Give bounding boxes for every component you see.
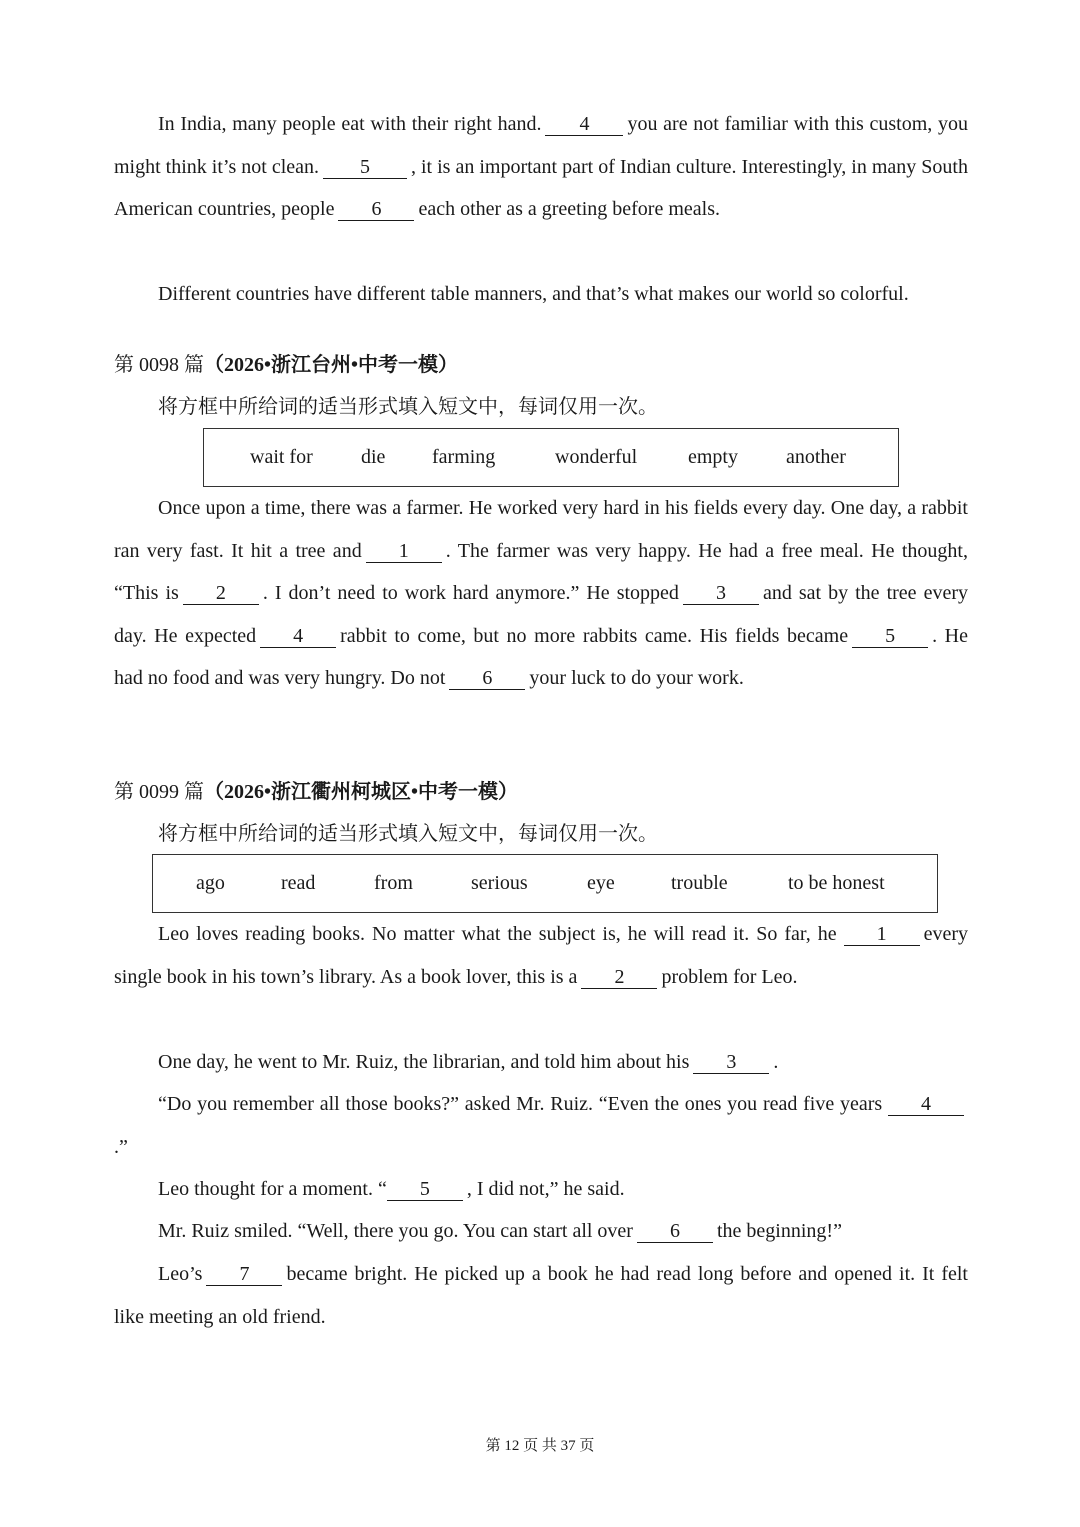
page-footer: 第 12 页 共 37 页 xyxy=(485,1438,595,1454)
word-bank-0098 xyxy=(203,428,899,487)
blank-3: 3 xyxy=(693,1051,769,1074)
word-option: to be honest xyxy=(788,872,885,894)
paragraph-farmer: Once upon a time, there was a farmer. He worked very hard in his fields every day. One day, a rabbit ran very fast. It hit a tree and 1 . The farmer was very happy. He had a free meal. He thought, “This is 2 . I don’t need to work hard anymore.” He stopped 3 and sat by the tree every day. He expected 4 rabbit to come, but no more rabbits came. His fields became 5 . He had no food and was very hungry. Do not 6 your luck to do your work. xyxy=(114,497,968,689)
word-option: empty xyxy=(688,446,738,468)
paragraph-leo-intro: Leo loves reading books. No matter what the subject is, he will read it. So far, he 1 every single book in his town’s library. As a book lover, this is a 2 problem for Leo. xyxy=(114,923,969,988)
paragraph-conclusion: Different countries have different table manners, and that’s what makes our world so colorful. xyxy=(158,283,909,305)
word-option: another xyxy=(786,446,846,468)
blank-4: 4 xyxy=(545,113,623,136)
blank-5: 5 xyxy=(387,1178,463,1201)
word-option: wonderful xyxy=(555,446,638,468)
paragraph-librarian: One day, he went to Mr. Ruiz, the librarian, and told him about his 3 . xyxy=(158,1051,779,1073)
paragraph-india: In India, many people eat with their right hand. 4 you are not familiar with this custom, you might think it’s not clean. 5 , it is an important part of Indian culture. Interestingly, in many South American countries, people 6 each other as a greeting before meals. xyxy=(114,113,969,220)
paragraph-remember: “Do you remember all those books?” asked Mr. Ruiz. “Even the ones you read five years 4.” xyxy=(114,1083,968,1168)
blank-6: 6 xyxy=(338,198,414,221)
word-option: ago xyxy=(196,872,225,894)
passage-0099-instruction: 将方框中所给词的适当形式填入短文中，每词仅用一次。 xyxy=(158,823,658,845)
blank-4: 4 xyxy=(260,625,336,648)
paragraph-thought: Leo thought for a moment. “ 5 , I did not,” he said. xyxy=(158,1178,625,1200)
word-option: die xyxy=(361,446,386,468)
word-bank-0099 xyxy=(152,854,938,913)
word-option: wait for xyxy=(250,446,313,468)
blank-6: 6 xyxy=(449,667,525,690)
blank-4: 4 xyxy=(888,1093,964,1116)
word-option: eye xyxy=(587,872,615,894)
blank-1: 1 xyxy=(366,540,442,563)
blank-1: 1 xyxy=(844,923,920,946)
passage-0098-instruction: 将方框中所给词的适当形式填入短文中，每词仅用一次。 xyxy=(158,396,658,418)
word-option: read xyxy=(281,872,316,894)
word-option: serious xyxy=(471,872,528,894)
blank-7: 7 xyxy=(206,1263,282,1286)
blank-2: 2 xyxy=(183,582,259,605)
blank-5: 5 xyxy=(852,625,928,648)
word-option: trouble xyxy=(671,872,728,894)
blank-6: 6 xyxy=(637,1220,713,1243)
word-option: farming xyxy=(432,446,496,468)
paragraph-start-over: Mr. Ruiz smiled. “Well, there you go. You can start all over 6 the beginning!” xyxy=(158,1220,842,1242)
blank-5: 5 xyxy=(323,156,407,179)
blank-3: 3 xyxy=(683,582,759,605)
word-option: from xyxy=(374,872,413,894)
paragraph-ending: Leo’s 7 became bright. He picked up a book he had read long before and opened it. It felt like meeting an old friend. xyxy=(114,1263,968,1328)
passage-0099-title: 第 0099 篇（2026•浙江衢州柯城区•中考一模） xyxy=(114,781,519,803)
passage-0098-title: 第 0098 篇（2026•浙江台州•中考一模） xyxy=(114,354,459,376)
blank-2: 2 xyxy=(581,966,657,989)
